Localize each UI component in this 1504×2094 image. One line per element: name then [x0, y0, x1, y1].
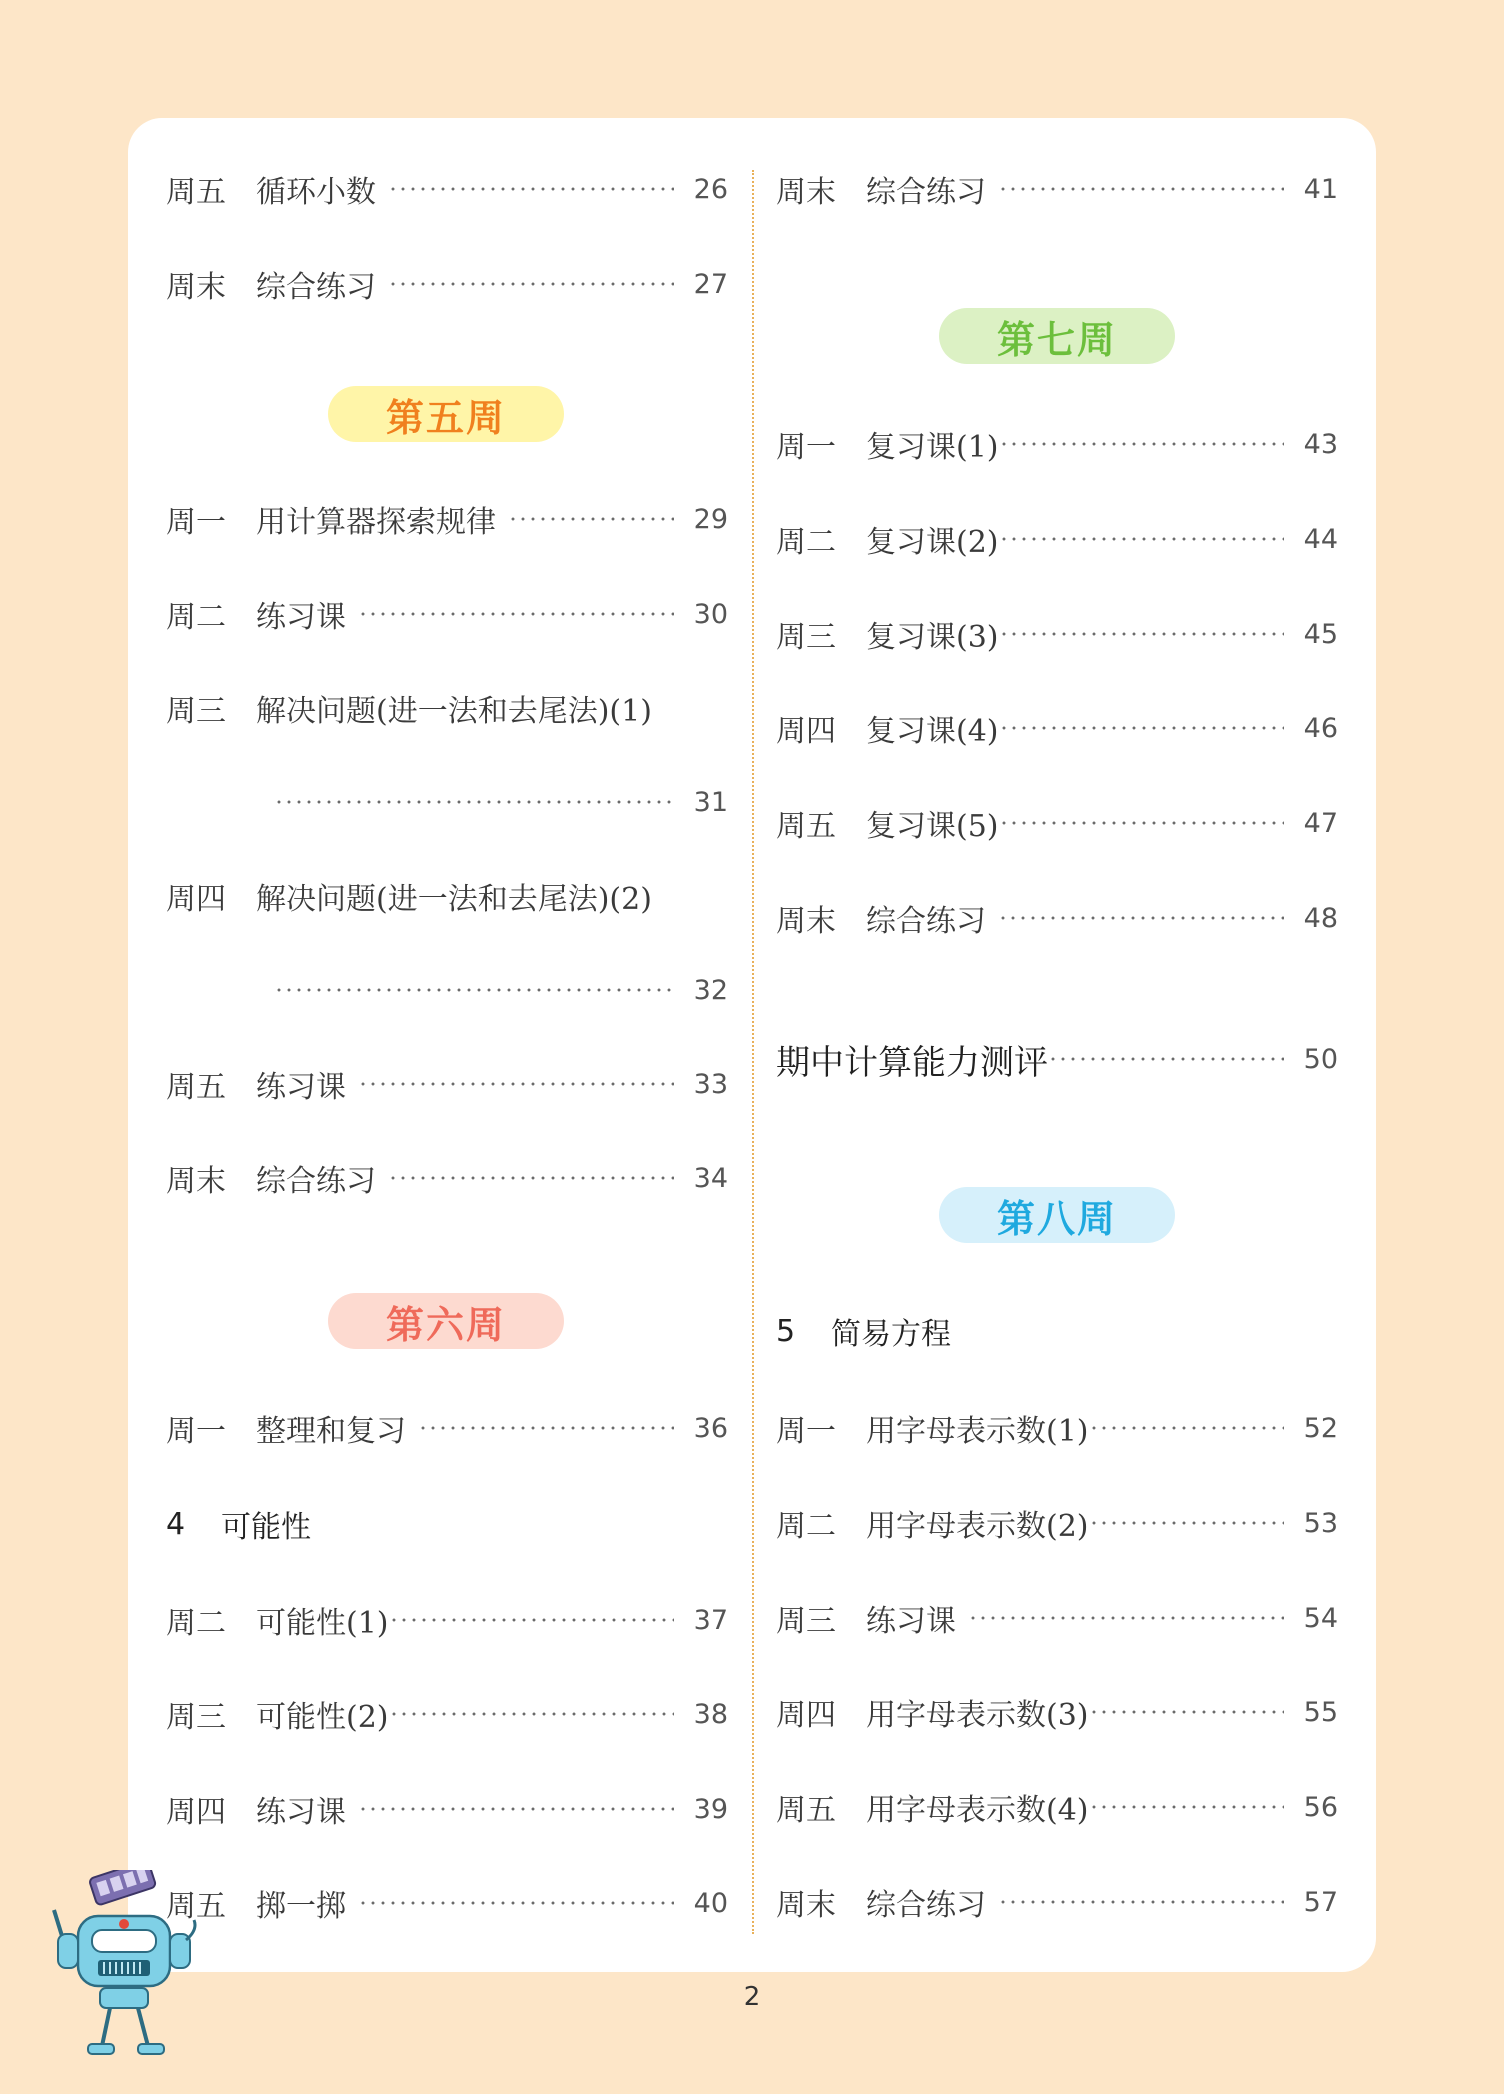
dot-leader [1089, 1520, 1285, 1526]
entry-title: 期中计算能力测评 [776, 1042, 1048, 1083]
entry-day: 周三 [776, 620, 836, 655]
dot-leader [999, 820, 1285, 826]
entry-title: 综合练习 [866, 1888, 986, 1923]
dot-leader [389, 1617, 675, 1623]
entry-title: 综合练习 [866, 175, 986, 210]
entry-page: 54 [1303, 1602, 1338, 1634]
entry-page: 50 [1303, 1043, 1338, 1075]
toc-entry[interactable] [776, 1598, 1338, 1638]
entry-title: 练习课 [866, 1604, 956, 1639]
entry-page: 30 [693, 598, 728, 630]
entry-day: 周二 [166, 600, 226, 635]
dot-leader [999, 725, 1285, 731]
week8-badge: 第八周 [939, 1187, 1175, 1243]
dot-leader [274, 987, 674, 993]
toc-entry[interactable] [776, 1503, 1338, 1543]
entry-day: 周末 [776, 1888, 836, 1923]
toc-entry-continuation[interactable] [166, 970, 728, 1010]
entry-page: 36 [693, 1412, 728, 1444]
entry-page: 44 [1303, 523, 1338, 555]
dot-leader [418, 1425, 674, 1431]
entry-day: 周三 [166, 1700, 226, 1735]
dot-leader [389, 1711, 675, 1717]
entry-page: 52 [1303, 1412, 1338, 1444]
unit-number: 4 [166, 1506, 186, 1542]
unit-number: 5 [776, 1313, 796, 1349]
toc-entry[interactable] [776, 803, 1338, 843]
entry-page: 40 [693, 1887, 728, 1919]
column-divider [752, 170, 754, 1934]
entry-day: 周五 [776, 809, 836, 844]
robot-mascot-icon [48, 1870, 198, 2060]
entry-day: 周二 [776, 1509, 836, 1544]
entry-day: 周五 [166, 175, 226, 210]
entry-page: 38 [693, 1698, 728, 1730]
dot-leader [508, 516, 674, 522]
dot-leader [998, 1899, 1284, 1905]
entry-day: 周二 [776, 525, 836, 560]
entry-title: 练习课 [256, 1795, 346, 1830]
dot-leader [358, 1900, 674, 1906]
unit-title: 简易方程 [831, 1317, 951, 1352]
entry-title: 复习课(1) [866, 430, 999, 465]
midterm-entry[interactable] [776, 1039, 1338, 1083]
dot-leader [358, 1806, 674, 1812]
toc-entry[interactable] [776, 1882, 1338, 1922]
entry-title: 复习课(2) [866, 525, 999, 560]
entry-title: 综合练习 [256, 1164, 376, 1199]
entry-day: 周四 [776, 714, 836, 749]
toc-entry[interactable] [166, 264, 728, 304]
entry-page: 37 [693, 1604, 728, 1636]
entry-page: 27 [693, 268, 728, 300]
entry-title: 练习课 [256, 600, 346, 635]
toc-entry[interactable] [166, 1883, 728, 1923]
toc-entry[interactable] [776, 1408, 1338, 1448]
dot-leader [1089, 1425, 1285, 1431]
entry-day: 周末 [166, 270, 226, 305]
entry-title: 复习课(4) [866, 714, 999, 749]
dot-leader [1048, 1056, 1284, 1062]
entry-title: 用计算器探索规律 [256, 505, 496, 540]
toc-entry[interactable] [776, 614, 1338, 654]
dot-leader [358, 1081, 674, 1087]
toc-entry-continuation[interactable] [166, 782, 728, 822]
entry-title: 解决问题(进一法和去尾法)(1) [256, 694, 652, 729]
entry-title: 用字母表示数(1) [866, 1414, 1089, 1449]
entry-day: 周四 [166, 882, 226, 917]
dot-leader [999, 536, 1285, 542]
dot-leader [388, 186, 674, 192]
entry-page: 32 [693, 974, 728, 1006]
entry-page: 31 [693, 786, 728, 818]
toc-entry[interactable] [166, 499, 728, 539]
entry-page: 43 [1303, 428, 1338, 460]
entry-title: 循环小数 [256, 175, 376, 210]
toc-entry[interactable] [776, 169, 1338, 209]
entry-day: 周一 [166, 1414, 226, 1449]
dot-leader [388, 1175, 674, 1181]
entry-title: 掷一掷 [256, 1889, 346, 1924]
entry-day: 周二 [166, 1606, 226, 1641]
entry-title: 整理和复习 [256, 1414, 406, 1449]
toc-entry[interactable] [166, 594, 728, 634]
week5-badge: 第五周 [328, 386, 564, 442]
entry-page: 34 [693, 1162, 728, 1194]
entry-page: 56 [1303, 1791, 1338, 1823]
entry-title: 可能性(2) [256, 1700, 389, 1735]
entry-day: 周一 [166, 505, 226, 540]
dot-leader [358, 611, 674, 617]
dot-leader [1089, 1804, 1285, 1810]
entry-day: 周一 [776, 1414, 836, 1449]
toc-entry[interactable] [776, 519, 1338, 559]
dot-leader [1089, 1709, 1285, 1715]
toc-entry[interactable] [166, 169, 728, 209]
entry-page: 39 [693, 1793, 728, 1825]
dot-leader [998, 915, 1284, 921]
entry-page: 57 [1303, 1886, 1338, 1918]
toc-entry[interactable] [166, 1694, 728, 1734]
dot-leader [968, 1615, 1284, 1621]
week7-badge: 第七周 [939, 308, 1175, 364]
entry-page: 29 [693, 503, 728, 535]
dot-leader [998, 186, 1284, 192]
entry-title: 用字母表示数(4) [866, 1793, 1089, 1828]
toc-entry[interactable] [776, 1787, 1338, 1827]
entry-page: 55 [1303, 1696, 1338, 1728]
entry-title: 练习课 [256, 1070, 346, 1105]
entry-day: 周五 [166, 1070, 226, 1105]
entry-title: 综合练习 [256, 270, 376, 305]
toc-entry[interactable] [166, 1789, 728, 1829]
entry-page: 33 [693, 1068, 728, 1100]
toc-card [128, 118, 1376, 1972]
entry-page: 46 [1303, 712, 1338, 744]
dot-leader [999, 631, 1285, 637]
week6-badge: 第六周 [328, 1293, 564, 1349]
entry-title: 复习课(5) [866, 809, 999, 844]
toc-entry[interactable] [776, 708, 1338, 748]
entry-page: 48 [1303, 902, 1338, 934]
entry-title: 用字母表示数(3) [866, 1698, 1089, 1733]
toc-entry-title-line[interactable] [166, 688, 728, 728]
entry-page: 45 [1303, 618, 1338, 650]
unit-heading[interactable] [776, 1311, 951, 1351]
entry-day: 周一 [776, 430, 836, 465]
entry-day: 周末 [776, 904, 836, 939]
toc-entry[interactable] [776, 898, 1338, 938]
unit-title: 可能性 [221, 1510, 311, 1545]
entry-day: 周五 [166, 1889, 226, 1924]
entry-day: 周三 [166, 694, 226, 729]
entry-title: 用字母表示数(2) [866, 1509, 1089, 1544]
entry-title: 解决问题(进一法和去尾法)(2) [256, 882, 652, 917]
entry-day: 周四 [776, 1698, 836, 1733]
entry-day: 周末 [776, 175, 836, 210]
toc-entry[interactable] [776, 424, 1338, 464]
unit-heading[interactable] [166, 1504, 311, 1544]
toc-entry[interactable] [776, 1692, 1338, 1732]
entry-page: 47 [1303, 807, 1338, 839]
entry-day: 周三 [776, 1604, 836, 1639]
dot-leader [388, 281, 674, 287]
toc-entry[interactable] [166, 1600, 728, 1640]
page-number: 2 [743, 1982, 761, 2012]
entry-title: 复习课(3) [866, 620, 999, 655]
dot-leader [999, 441, 1285, 447]
entry-title: 可能性(1) [256, 1606, 389, 1641]
toc-entry[interactable] [166, 1158, 728, 1198]
toc-entry[interactable] [166, 1408, 728, 1448]
entry-day: 周末 [166, 1164, 226, 1199]
entry-day: 周五 [776, 1793, 836, 1828]
entry-page: 53 [1303, 1507, 1338, 1539]
entry-page: 41 [1303, 173, 1338, 205]
entry-day: 周四 [166, 1795, 226, 1830]
dot-leader [274, 799, 674, 805]
entry-page: 26 [693, 173, 728, 205]
toc-entry[interactable] [166, 1064, 728, 1104]
entry-title: 综合练习 [866, 904, 986, 939]
toc-entry-title-line[interactable] [166, 876, 728, 916]
